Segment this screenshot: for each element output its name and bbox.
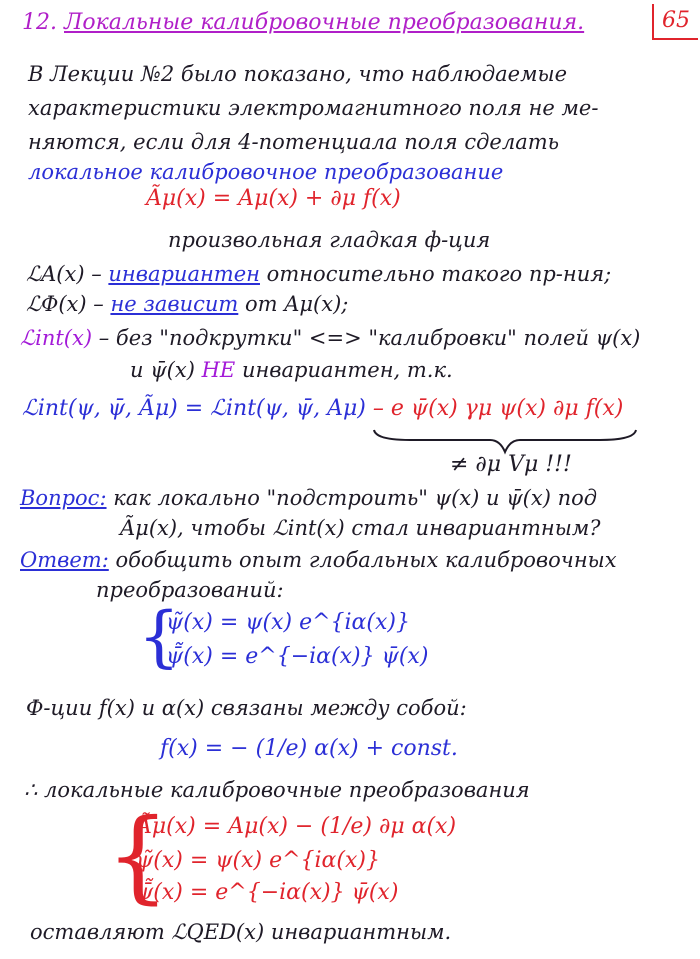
la-rest: относительно такого пр-ния; xyxy=(266,262,612,286)
la-line xyxy=(26,262,611,286)
question-line-2: Ãμ(x), чтобы ℒint(x) стал инвариантным? xyxy=(120,516,601,540)
answer-brace: { xyxy=(138,598,180,675)
answer-eq-2: ψ̄̃(x) = e^{−iα(x)} ψ̄(x) xyxy=(166,644,429,669)
answer-line-2: преобразований: xyxy=(96,578,284,602)
lphi-line xyxy=(26,292,348,316)
conclusion-lead: ∴ локальные калибровочные преобразования xyxy=(24,778,530,802)
answer-line-1 xyxy=(20,548,617,572)
question-text-1: как локально "подстроить" ψ(x) и ψ̄(x) под xyxy=(113,486,598,510)
lint-text-2a: и ψ̄(x) xyxy=(130,358,195,382)
lint-formula-extra: – e ψ̄(x) γμ ψ(x) ∂μ f(x) xyxy=(372,396,624,421)
lphi-rest: от Aμ(x); xyxy=(244,292,349,316)
section-header xyxy=(22,10,584,35)
page-number: 65 xyxy=(652,4,698,40)
question-line-1 xyxy=(20,486,597,510)
gauge-formula-note: произвольная гладкая ф-ция xyxy=(168,228,491,252)
lint-not: НЕ xyxy=(201,358,236,382)
lint-symbol: ℒint(x) xyxy=(20,326,93,350)
answer-text-1: обобщить опыт глобальных калибровочных xyxy=(115,548,617,572)
conclusion-eq-2: ψ̃(x) = ψ(x) e^{iα(x)} xyxy=(136,848,380,873)
lint-formula-lhs: ℒint(ψ, ψ̄, Ãμ) = ℒint(ψ, ψ̄, Aμ) xyxy=(22,396,366,421)
lphi-not-depend: не зависит xyxy=(110,292,239,316)
lint-line-1 xyxy=(20,326,640,350)
gauge-formula-a: Ãμ(x) = Aμ(x) + ∂μ f(x) xyxy=(146,186,401,211)
section-title: Локальные калибровочные преобразования. xyxy=(64,10,585,35)
section-number: 12. xyxy=(22,10,57,35)
answer-label: Ответ: xyxy=(20,548,109,572)
relation-text: Ф-ции f(x) и α(x) связаны между собой: xyxy=(26,696,467,720)
conclusion-final: оставляют ℒQED(x) инвариантным. xyxy=(30,920,452,944)
lint-text-2b: инвариантен, т.к. xyxy=(241,358,453,382)
lint-remark: ≠ ∂μ Vμ !!! xyxy=(450,452,572,477)
intro-line-3: няются, если для 4-потенциала поля сделать xyxy=(28,130,560,154)
relation-formula: f(x) = − (1/e) α(x) + const. xyxy=(160,736,458,761)
conclusion-eq-3: ψ̄̃(x) = e^{−iα(x)} ψ̄(x) xyxy=(136,880,399,905)
conclusion-eq-1: Ãμ(x) = Aμ(x) − (1/e) ∂μ α(x) xyxy=(136,814,457,839)
lint-text-1: – без "подкрутки" <=> "калибровки" полей ψ(x) xyxy=(98,326,641,350)
la-invariant: инвариантен xyxy=(108,262,260,286)
answer-eq-1: ψ̃(x) = ψ(x) e^{iα(x)} xyxy=(166,610,410,635)
lphi-symbol: ℒΦ(x) – xyxy=(26,292,104,316)
intro-line-2: характеристики электромагнитного поля не ме- xyxy=(28,96,599,120)
intro-line-4: локальное калибровочное преобразование xyxy=(28,160,504,184)
question-label: Вопрос: xyxy=(20,486,107,510)
la-symbol: ℒA(x) – xyxy=(26,262,102,286)
conclusion-brace: { xyxy=(106,797,170,914)
lint-formula xyxy=(22,396,623,421)
lint-line-2 xyxy=(130,358,453,382)
intro-line-1: В Лекции №2 было показано, что наблюдаемые xyxy=(28,62,568,86)
